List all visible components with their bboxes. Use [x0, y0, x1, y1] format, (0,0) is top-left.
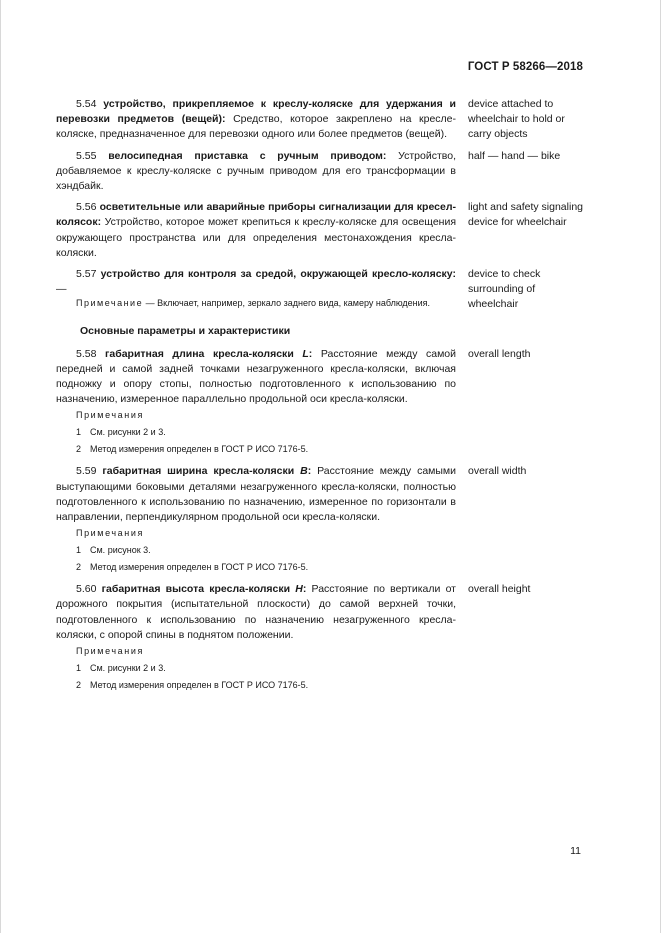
term-name: велосипедная приставка с ручным приводом:	[108, 149, 387, 162]
note-item: 2 Метод измерения определен в ГОСТ Р ИСО 7176-5.	[76, 562, 309, 573]
note-item: 1 См. рисунок 3.	[76, 545, 151, 556]
term-english: light and safety signaling device for wheelchair	[468, 201, 583, 229]
term-definition: 5.54 устройство, прикрепляемое к креслу-коляске для удержания и перевозки предметов (вещей): Средство, которое закреплено на кресле-коляске, предназначенное для перевозки одного или более предметов (вещей).	[56, 98, 456, 141]
term-symbol: L	[302, 347, 309, 360]
term-name: устройство для контроля за средой, окружающей кресло-коляску:	[100, 268, 456, 281]
term-definition: 5.58 габаритная длина кресла-коляски L: Расстояние между самой передней и самой задней точками незагруженного кресла-коляски, включая подножку и опору стопы, полностью подготовленного к использованию по назначению, измеренное параллельно продольной оси кресла-коляски.	[56, 347, 457, 406]
term-english: device attached to wheelchair to hold or carry objects	[468, 98, 565, 141]
term-name: устройство, прикрепляемое к креслу-коляске для удержания и перевозки предметов (вещей):	[56, 98, 456, 126]
note-label: Примечание	[76, 298, 144, 309]
term-entry-5-58	[56, 347, 586, 457]
note-item: 2 Метод измерения определен в ГОСТ Р ИСО 7176-5.	[76, 680, 309, 691]
term-entry-5-56	[56, 200, 586, 261]
term-entry-5-60	[56, 582, 586, 692]
term-definition: 5.55 велосипедная приставка с ручным приводом: Устройство, добавляемое к креслу-коляске с ручным приводом для его трансформации в хэндбайк.	[56, 149, 456, 193]
term-english: device to check surrounding of wheelchair	[468, 268, 541, 311]
term-symbol: H	[295, 583, 303, 596]
term-entry-5-57	[56, 267, 586, 313]
note-item: 1 См. рисунки 2 и 3.	[76, 663, 166, 674]
term-entry-5-59	[56, 464, 586, 574]
term-note: Примечание — Включает, например, зеркало заднего вида, камеру наблюдения.	[76, 298, 431, 309]
note-item: 2 Метод измерения определен в ГОСТ Р ИСО 7176-5.	[76, 444, 309, 455]
term-definition: 5.60 габаритная высота кресла-коляски H: Расстояние по вертикали от дорожного покрытия (испытательной плоскости) до самой верхней точки, подготовленного к использованию по назначению незагруженного кресла-коляски, с опорой спины в поднятом положении.	[56, 583, 456, 641]
section-title: Основные параметры и характеристики	[80, 324, 291, 337]
document-code: ГОСТ Р 58266—2018	[467, 61, 583, 73]
term-definition: 5.59 габаритная ширина кресла-коляски B: Расстояние между самыми выступающими боковыми деталями незагруженного кресла-коляски, полностью подготовленного к использованию по назначению, измеренное по горизонтали в направлении, перпендикулярном продольной оси кресла-коляски.	[56, 465, 457, 524]
term-definition: 5.56 осветительные или аварийные приборы сигнализации для кресел-колясок: Устройство, которое может крепиться к креслу-коляске для освещения окружающего пространства или для определения местонахождения кресла-коляски.	[56, 201, 457, 259]
term-name: осветительные или аварийные приборы сигнализации для кресел-колясок:	[56, 201, 456, 229]
term-name: габаритная ширина кресла-коляски B:	[102, 465, 312, 478]
notes-label: Примечания	[76, 646, 144, 657]
term-name: габаритная длина кресла-коляски L:	[105, 347, 313, 360]
term-entry-5-54	[56, 97, 586, 143]
term-name: габаритная высота кресла-коляски H:	[101, 583, 307, 596]
notes-label: Примечания	[76, 410, 144, 421]
term-english: overall length	[468, 347, 531, 360]
note-item: 1 См. рисунки 2 и 3.	[76, 427, 166, 438]
term-english: overall height	[468, 583, 531, 596]
notes-label: Примечания	[76, 528, 144, 539]
term-entries	[56, 97, 586, 692]
term-definition: 5.57 устройство для контроля за средой, окружающей кресло-коляску: —	[56, 268, 456, 296]
term-entry-5-55	[56, 149, 586, 195]
term-english: half — hand — bike	[468, 149, 561, 162]
term-symbol: B	[300, 465, 308, 478]
term-english: overall width	[468, 465, 527, 478]
page-number: 11	[570, 845, 581, 857]
